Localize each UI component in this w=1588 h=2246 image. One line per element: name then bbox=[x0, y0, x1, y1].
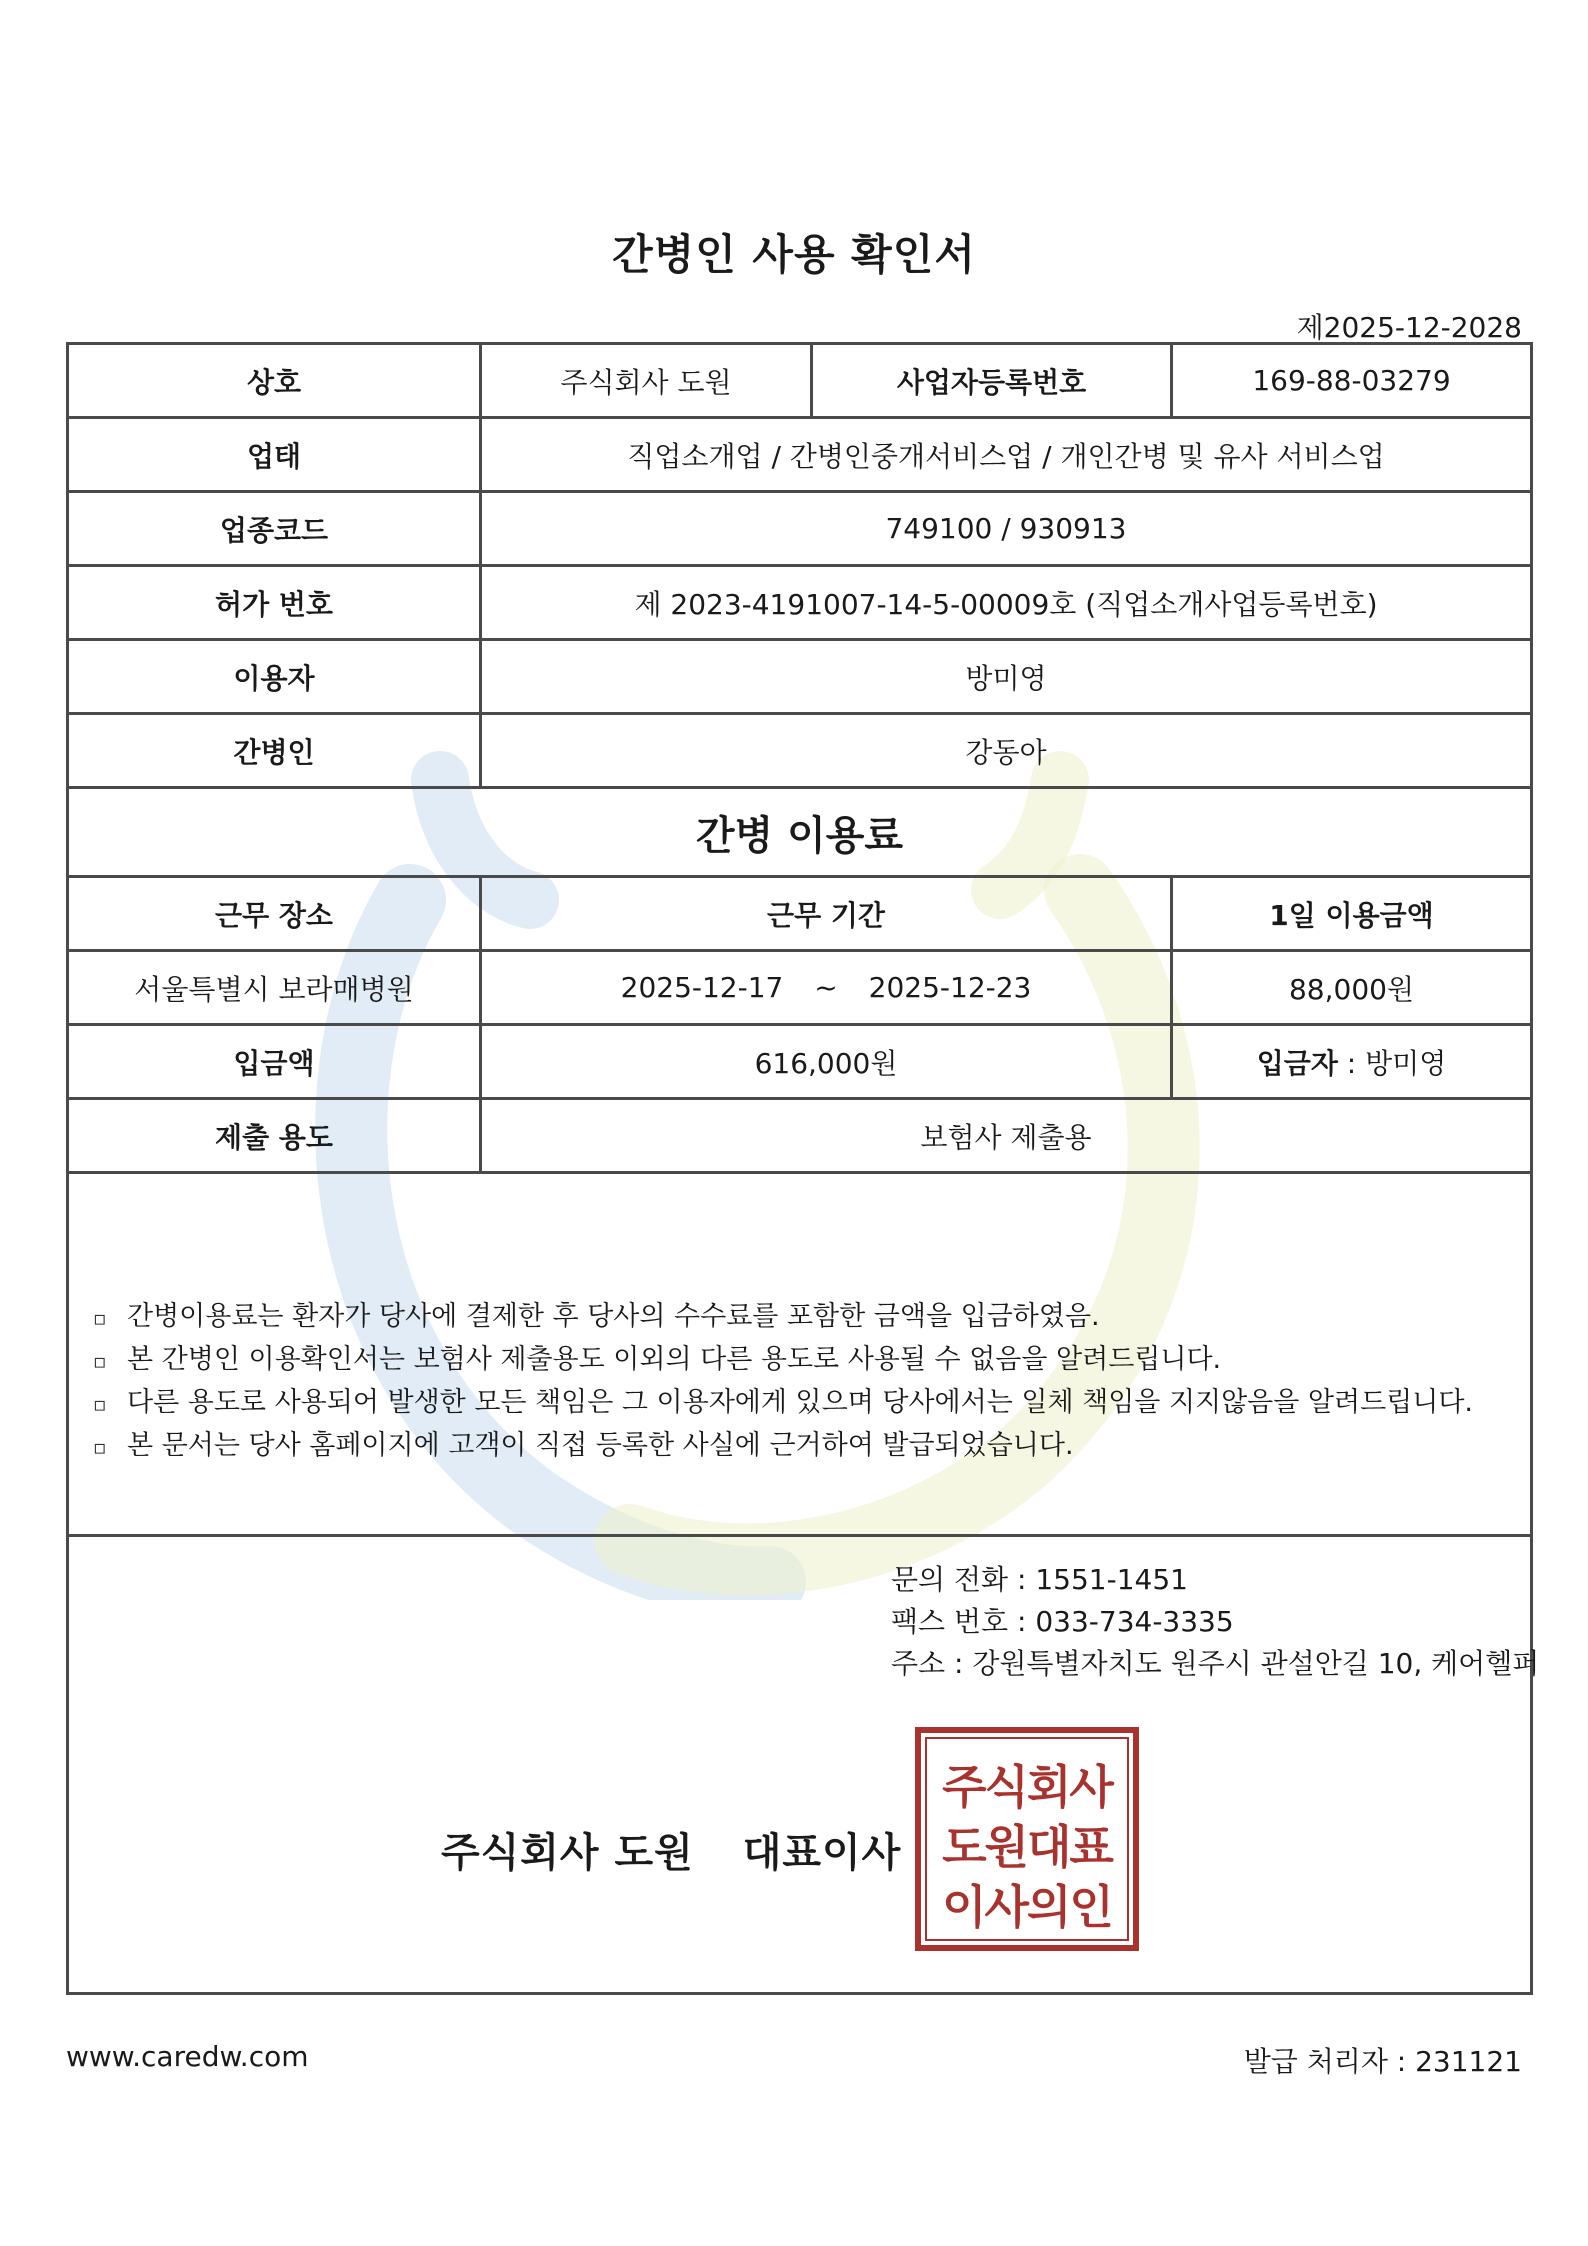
note-text: 본 간병인 이용확인서는 보험사 제출용도 이외의 다른 용도로 사용될 수 없음을 알려드립니다. bbox=[127, 1344, 1222, 1375]
square-bullet-icon: ▫ bbox=[93, 1392, 107, 1416]
square-bullet-icon: ▫ bbox=[93, 1349, 107, 1373]
business-type-value: 직업소개업 / 간병인중개서비스업 / 개인간병 및 유사 서비스업 bbox=[481, 418, 1532, 492]
note-item bbox=[93, 1382, 1530, 1425]
fee-section-title: 간병 이용료 bbox=[68, 788, 1532, 877]
row-fee-values bbox=[68, 951, 1532, 1025]
row-permit-number bbox=[68, 566, 1532, 640]
depositor-colon: : bbox=[1337, 1046, 1366, 1080]
issuer-id: 발급 처리자 : 231121 bbox=[1243, 2045, 1522, 2078]
company-name-label: 상호 bbox=[68, 344, 481, 418]
seal-line-2: 도원대표 bbox=[942, 1820, 1112, 1874]
reg-number-label: 사업자등록번호 bbox=[812, 344, 1172, 418]
contact-phone: 문의 전화 : 1551-1451 bbox=[891, 1563, 1188, 1596]
period-end: 2025-12-23 bbox=[868, 971, 1032, 1004]
note-item bbox=[93, 1339, 1530, 1382]
row-purpose bbox=[68, 1099, 1532, 1173]
business-type-label: 업태 bbox=[68, 418, 481, 492]
depositor-value: 방미영 bbox=[1365, 1046, 1447, 1080]
row-caregiver bbox=[68, 714, 1532, 788]
depositor-label: 입금자 bbox=[1256, 1046, 1338, 1080]
seal-line-1: 주식회사 bbox=[942, 1760, 1112, 1814]
period-start: 2025-12-17 bbox=[620, 971, 784, 1004]
seal-line-3: 이사의인 bbox=[942, 1880, 1112, 1934]
industry-code-label: 업종코드 bbox=[68, 492, 481, 566]
row-user bbox=[68, 640, 1532, 714]
note-text: 간병이용료는 환자가 당사에 결제한 후 당사의 수수료를 포함한 금액을 입금하였음. bbox=[127, 1301, 1100, 1332]
row-company-name bbox=[68, 344, 1532, 418]
row-fee-section bbox=[68, 788, 1532, 877]
notes-list bbox=[69, 1174, 1530, 1468]
signature-company: 주식회사 도원 bbox=[441, 1830, 694, 1876]
document-number: 제2025-12-2028 bbox=[1296, 311, 1522, 344]
contact-address: 주소 : 강원특별자치도 원주시 관설안길 10, 케어헬퍼 bbox=[891, 1647, 1540, 1680]
user-value: 방미영 bbox=[481, 640, 1532, 714]
company-seal-icon bbox=[915, 1727, 1139, 1951]
row-industry-code bbox=[68, 492, 1532, 566]
purpose-value: 보험사 제출용 bbox=[481, 1099, 1532, 1173]
deposit-value: 616,000원 bbox=[481, 1025, 1172, 1099]
contact-fax: 팩스 번호 : 033-734-3335 bbox=[891, 1605, 1234, 1638]
work-place-value: 서울특별시 보라매병원 bbox=[68, 951, 481, 1025]
note-item bbox=[93, 1296, 1530, 1339]
row-business-type bbox=[68, 418, 1532, 492]
work-place-label: 근무 장소 bbox=[68, 877, 481, 951]
period-separator: ~ bbox=[814, 971, 838, 1004]
square-bullet-icon: ▫ bbox=[93, 1435, 107, 1459]
note-text: 다른 용도로 사용되어 발생한 모든 책임은 그 이용자에게 있으며 당사에서는 일체 책임을 지지않음을 알려드립니다. bbox=[127, 1387, 1474, 1418]
purpose-label: 제출 용도 bbox=[68, 1099, 481, 1173]
signature-cell bbox=[68, 1536, 1540, 1994]
work-period-label: 근무 기간 bbox=[481, 877, 1172, 951]
daily-fee-label: 1일 이용금액 bbox=[1172, 877, 1532, 951]
document-title: 간병인 사용 확인서 bbox=[612, 230, 976, 279]
company-signature bbox=[441, 1821, 901, 1878]
user-label: 이용자 bbox=[68, 640, 481, 714]
company-name-value: 주식회사 도원 bbox=[481, 344, 812, 418]
reg-number-value: 169-88-03279 bbox=[1172, 344, 1532, 418]
contact-info bbox=[891, 1559, 1539, 1685]
row-footer bbox=[68, 1536, 1532, 1994]
notes-cell bbox=[68, 1173, 1532, 1536]
website-link[interactable]: www.caredw.com bbox=[66, 2040, 309, 2073]
row-fee-headers bbox=[68, 877, 1532, 951]
permit-number-value: 제 2023-4191007-14-5-00009호 (직업소개사업등록번호) bbox=[481, 566, 1532, 640]
work-period-value bbox=[481, 951, 1172, 1025]
deposit-label: 입금액 bbox=[68, 1025, 481, 1099]
permit-number-label: 허가 번호 bbox=[68, 566, 481, 640]
daily-fee-value: 88,000원 bbox=[1172, 951, 1532, 1025]
depositor-cell bbox=[1172, 1025, 1532, 1099]
note-text: 본 문서는 당사 홈페이지에 고객이 직접 등록한 사실에 근거하여 발급되었습니다. bbox=[127, 1430, 1074, 1461]
row-deposit bbox=[68, 1025, 1532, 1099]
certificate-table bbox=[66, 342, 1540, 1995]
signature-title: 대표이사 bbox=[742, 1830, 902, 1876]
caregiver-label: 간병인 bbox=[68, 714, 481, 788]
square-bullet-icon: ▫ bbox=[93, 1306, 107, 1330]
industry-code-value: 749100 / 930913 bbox=[481, 492, 1532, 566]
row-notes bbox=[68, 1173, 1532, 1536]
note-item bbox=[93, 1425, 1530, 1468]
caregiver-value: 강동아 bbox=[481, 714, 1532, 788]
